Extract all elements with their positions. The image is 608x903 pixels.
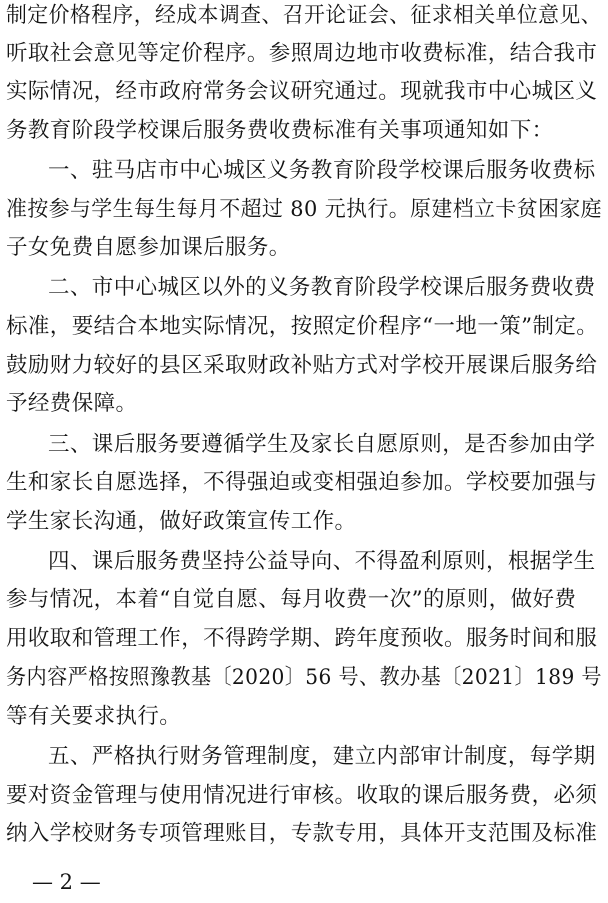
para-5-line-3: 纳入学校财务专项管理账目，专款专用，具体开支范围及标准 <box>6 821 598 846</box>
para-1-line-1: 一、驻马店市中心城区义务教育阶段学校课后服务收费标 <box>48 158 596 183</box>
para-3-line-2: 生和家长自愿选择，不得强迫或变相强迫参加。学校要加强与 <box>6 470 598 495</box>
para-2-line-1: 二、市中心城区以外的义务教育阶段学校课后服务费收费 <box>48 275 596 300</box>
text-line-2: 听取社会意见等定价程序。参照周边地市收费标准，结合我市 <box>6 41 598 66</box>
para-1-line-3: 子女免费自愿参加课后服务。 <box>6 235 291 260</box>
para-2-line-3: 鼓励财力较好的县区采取财政补贴方式对学校开展课后服务给 <box>6 353 598 378</box>
para-3-line-3: 学生家长沟通，做好政策宣传工作。 <box>6 509 357 534</box>
para-4-line-4: 务内容严格按照豫教基〔2020〕56 号、教办基〔2021〕189 号 <box>6 665 602 690</box>
para-5-line-1: 五、严格执行财务管理制度，建立内部审计制度，每学期 <box>48 744 596 769</box>
text-line-4: 务教育阶段学校课后服务费收费标准有关事项通知如下： <box>6 118 554 143</box>
page-number: — 2 — <box>32 870 101 894</box>
text-line-3: 实际情况，经市政府常务会议研究通过。现就我市中心城区义 <box>6 79 598 104</box>
para-4-line-2: 参与情况，本着“自觉自愿、每月收费一次”的原则，做好费 <box>6 587 577 612</box>
para-1-line-2: 准按参与学生每生每月不超过 80 元执行。原建档立卡贫困家庭 <box>6 197 602 222</box>
para-4-line-1: 四、课后服务费坚持公益导向、不得盈利原则，根据学生 <box>48 549 596 574</box>
para-4-line-3: 用收取和管理工作，不得跨学期、跨年度预收。服务时间和服 <box>6 626 598 651</box>
text-line-1: 制定价格程序，经成本调查、召开论证会、征求相关单位意见、 <box>6 3 602 28</box>
para-5-line-2: 要对资金管理与使用情况进行审核。收取的课后服务费，必须 <box>6 783 598 808</box>
para-2-line-4: 予经费保障。 <box>6 391 138 416</box>
document-page <box>6 0 602 903</box>
para-2-line-2: 标准，要结合本地实际情况，按照定价程序“一地一策”制定。 <box>6 314 599 339</box>
para-3-line-1: 三、课后服务要遵循学生及家长自愿原则，是否参加由学 <box>48 432 596 457</box>
para-4-line-5: 等有关要求执行。 <box>6 704 182 729</box>
